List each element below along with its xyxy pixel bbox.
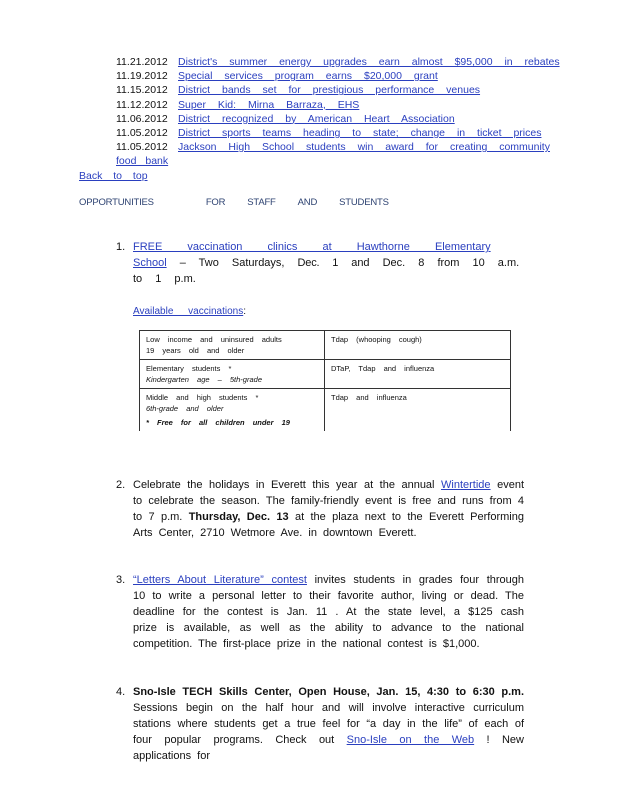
opportunities-heading xyxy=(79,197,411,208)
cell-line: Kindergarten age – 5th-grade xyxy=(146,375,262,384)
item-body xyxy=(133,239,524,287)
heading-word: FOR xyxy=(205,197,226,208)
news-link[interactable]: District's summer energy upgrades earn almost $95,000 in rebates xyxy=(178,56,560,68)
table-cell: DTaP, Tdap and influenza xyxy=(325,360,511,389)
table-row xyxy=(140,389,511,432)
cell-line: 6th-grade and older xyxy=(146,404,224,413)
item-text: invites students in grades four through 10 to write a personal letter to their favorite author, living or dead. The deadline for the contest is Jan. 11 . At the state level, a $125 cash prize is available, as well as the ability to advance to the national competition. The first-place prize in the national contest is $1,000. xyxy=(133,574,524,650)
table-cell xyxy=(140,331,325,360)
news-link[interactable]: Super Kid: Mirna Barraza, EHS xyxy=(178,98,360,111)
news-item xyxy=(116,140,560,154)
letters-about-literature-link[interactable]: “Letters About Literature” contest xyxy=(133,574,307,586)
news-item xyxy=(116,55,560,69)
news-item xyxy=(116,126,560,140)
news-item xyxy=(116,98,560,112)
heading-word: STUDENTS xyxy=(339,197,389,208)
news-link[interactable]: Special services program earns $20,000 grant xyxy=(178,70,438,83)
available-vaccinations-link[interactable]: Available vaccinations xyxy=(133,306,244,317)
item-number: 2. xyxy=(116,479,126,491)
item-number: 1. xyxy=(116,241,126,253)
news-list xyxy=(116,55,560,154)
news-link[interactable]: Jackson High School students win award for creating community xyxy=(178,141,550,154)
news-date: 11.15.2012 xyxy=(116,84,168,97)
item-text: from 10 a.m. to 1 p.m. xyxy=(133,257,520,285)
cell-line: 19 years old and older xyxy=(146,346,245,355)
item-body xyxy=(133,684,524,764)
wintertide-link[interactable]: Wintertide xyxy=(441,479,491,491)
item-body xyxy=(133,572,524,652)
item-body xyxy=(133,477,524,541)
item-text: Celebrate the holidays in Everett this year at the annual xyxy=(133,479,442,491)
item-date: Thursday, Dec. 13 xyxy=(188,511,289,523)
heading-word: STAFF xyxy=(247,197,276,208)
news-link[interactable]: District recognized by American Heart Association xyxy=(178,112,455,125)
item-text: ! New applications for xyxy=(133,734,524,762)
cell-line: Middle and high students * xyxy=(146,393,259,402)
table-cell: Tdap and influenza xyxy=(325,389,511,432)
table-footnote: * Free for all children under 19 xyxy=(146,418,290,427)
news-link[interactable]: District bands set for prestigious performance venues xyxy=(178,84,481,97)
item-text: at the plaza next to the Everett Performing Arts Center, 2710 Wetmore Ave. in downtown Everett. xyxy=(133,511,524,539)
item-heading: Sno-Isle TECH Skills Center, Open House, Jan. 15, 4:30 to 6:30 p.m. xyxy=(133,686,524,698)
opportunity-item-2 xyxy=(116,477,524,541)
table-cell xyxy=(140,360,325,389)
cell-line: Elementary students * xyxy=(146,364,232,373)
sno-isle-web-link[interactable]: Sno-Isle on the Web xyxy=(346,734,475,746)
vaccination-table xyxy=(139,330,511,431)
table-cell xyxy=(140,389,325,432)
opportunity-item-3 xyxy=(116,572,524,652)
news-link-continuation[interactable]: food bank xyxy=(116,155,169,167)
news-item xyxy=(116,69,560,83)
news-date: 11.12.2012 xyxy=(116,98,168,111)
item-number: 3. xyxy=(116,574,126,586)
news-item xyxy=(116,112,560,126)
item-text: and xyxy=(338,257,383,269)
back-to-top-link[interactable]: Back to top xyxy=(79,170,148,182)
table-cell: Tdap (whooping cough) xyxy=(325,331,511,360)
news-date: 11.05.2012 xyxy=(116,141,168,154)
item-text: event to celebrate the season. The family-friendly event is free and runs from 4 to 7 p.m. xyxy=(133,479,524,523)
table-row xyxy=(140,360,511,389)
news-item xyxy=(116,83,560,97)
item-text: – Two Saturdays, xyxy=(166,257,298,269)
news-date: 11.06.2012 xyxy=(116,112,168,125)
table-row xyxy=(140,331,511,360)
news-link[interactable]: District sports teams heading to state; change in ticket prices xyxy=(178,127,542,140)
heading-suffix: : xyxy=(243,306,246,317)
cell-line: Low income and uninsured adults xyxy=(146,335,282,344)
item-text: Dec. 1 xyxy=(297,257,339,269)
opportunity-item-1 xyxy=(116,239,524,287)
heading-word: OPPORTUNITIES xyxy=(79,197,154,208)
news-date: 11.21.2012 xyxy=(116,56,168,68)
item-number: 4. xyxy=(116,686,126,698)
vaccination-clinics-link[interactable]: FREE vaccination clinics at Hawthorne Elementary School xyxy=(133,241,491,269)
news-date: 11.19.2012 xyxy=(116,70,168,83)
opportunity-item-4 xyxy=(116,684,524,764)
available-vaccinations-heading xyxy=(133,306,246,317)
news-date: 11.05.2012 xyxy=(116,127,168,140)
heading-word: AND xyxy=(297,197,318,208)
item-text: Sessions begin on the half hour and will involve interactive curriculum stations where students get a true feel for “a day in the life” of each of four popular programs. Check out xyxy=(133,702,524,746)
item-text: Dec. 8 xyxy=(382,257,425,269)
